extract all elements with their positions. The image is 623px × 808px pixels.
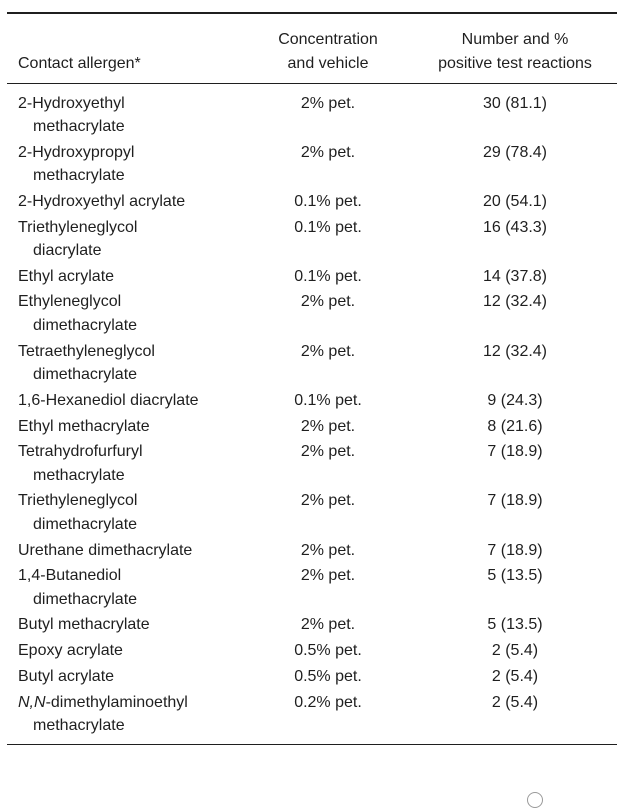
concentration-cell: 2% pet.: [300, 342, 356, 360]
result-cell: 8 (21.6): [487, 417, 543, 435]
table-row: [7, 141, 617, 190]
allergen-name: [7, 613, 243, 637]
table-body: [7, 84, 617, 740]
allergen-name: [7, 340, 243, 387]
corner-circle-mark: [527, 792, 543, 808]
header-number-line1: Number and %: [461, 30, 569, 48]
allergen-name-line1: Butyl methacrylate: [18, 616, 150, 634]
concentration-cell: 0.5% pet.: [294, 667, 362, 685]
table-row: [7, 564, 617, 613]
header-number-line2: positive test reactions: [438, 54, 592, 72]
result-cell: 2 (5.4): [491, 642, 539, 660]
result-cell: 12 (32.4): [482, 293, 548, 311]
table-row: [7, 216, 617, 265]
allergen-name-line1: Urethane dimethacrylate: [18, 541, 193, 559]
result-cell: 30 (81.1): [482, 94, 548, 112]
result-cell: 2 (5.4): [491, 667, 539, 685]
concentration-cell: 2% pet.: [300, 567, 356, 585]
table-row: [7, 190, 617, 216]
table-row: [7, 639, 617, 665]
table-row: [7, 489, 617, 538]
concentration-cell: 2% pet.: [300, 616, 356, 634]
table-row: [7, 340, 617, 389]
table-row: [7, 265, 617, 291]
result-cell: 5 (13.5): [487, 567, 543, 585]
allergen-name: [7, 440, 243, 487]
header-concentration-line1: Concentration: [278, 30, 378, 48]
table-row: [7, 539, 617, 565]
concentration-cell: 2% pet.: [300, 417, 356, 435]
allergen-name-line2: methacrylate: [33, 466, 125, 484]
table-row: [7, 613, 617, 639]
table-row: [7, 415, 617, 441]
result-cell: 20 (54.1): [482, 192, 548, 210]
concentration-cell: 2% pet.: [300, 492, 356, 510]
concentration-cell: 2% pet.: [300, 143, 356, 161]
concentration-cell: 0.1% pet.: [294, 391, 362, 409]
table-row: [7, 440, 617, 489]
allergen-name-line1: Ethyl acrylate: [18, 267, 115, 285]
concentration-cell: 0.1% pet.: [294, 218, 362, 236]
allergen-name-line1: -dimethylaminoethyl: [45, 693, 188, 711]
allergen-name: [7, 691, 243, 738]
allergen-name-line1: 1,6-Hexanediol diacrylate: [18, 391, 199, 409]
table-row: [7, 665, 617, 691]
allergen-name-line2: methacrylate: [33, 717, 125, 734]
result-cell: 2 (5.4): [491, 693, 539, 711]
table-row: [7, 290, 617, 339]
allergen-name-italic-prefix: N,N: [18, 693, 46, 711]
allergen-name: [7, 290, 243, 337]
concentration-cell: 2% pet.: [300, 443, 356, 461]
allergen-name-line1: Triethyleneglycol: [18, 218, 138, 236]
table-row: [7, 389, 617, 415]
allergen-name-line2: dimethacrylate: [33, 366, 138, 384]
allergen-name-line1: 2-Hydroxypropyl: [18, 143, 135, 161]
concentration-cell: 0.1% pet.: [294, 192, 362, 210]
result-cell: 5 (13.5): [487, 616, 543, 634]
concentration-cell: 2% pet.: [300, 293, 356, 311]
allergen-name: [7, 141, 243, 188]
concentration-cell: 2% pet.: [300, 94, 356, 112]
table-bottom-rule: [7, 744, 617, 746]
concentration-cell: 2% pet.: [300, 541, 356, 559]
allergen-name-line1: Tetraethyleneglycol: [18, 342, 155, 360]
allergen-name: [7, 539, 243, 563]
concentration-cell: 0.5% pet.: [294, 642, 362, 660]
allergen-name-line1: Ethyleneglycol: [18, 293, 122, 311]
allergen-name: [7, 216, 243, 263]
result-cell: 12 (32.4): [482, 342, 548, 360]
result-cell: 29 (78.4): [482, 143, 548, 161]
result-cell: 7 (18.9): [487, 541, 543, 559]
allergen-name-line1: 1,4-Butanediol: [18, 567, 122, 585]
allergen-name: [7, 489, 243, 536]
concentration-cell: 0.1% pet.: [294, 267, 362, 285]
allergen-name: [7, 564, 243, 611]
result-cell: 7 (18.9): [487, 443, 543, 461]
allergen-name-line2: methacrylate: [33, 118, 125, 135]
result-cell: 14 (37.8): [482, 267, 548, 285]
allergen-name-line1: 2-Hydroxyethyl acrylate: [18, 192, 186, 210]
allergen-name-line2: diacrylate: [33, 242, 102, 260]
allergen-name: [7, 265, 243, 289]
allergen-name: [7, 665, 243, 689]
allergen-name-line1: Butyl acrylate: [18, 667, 115, 685]
allergen-name-line1: Tetrahydrofurfuryl: [18, 443, 143, 461]
allergen-name-line1: Ethyl methacrylate: [18, 417, 150, 435]
concentration-cell: 0.2% pet.: [294, 693, 362, 711]
allergen-name: [7, 389, 243, 413]
result-cell: 9 (24.3): [487, 391, 543, 409]
header-concentration-line2: and vehicle: [287, 54, 369, 72]
allergen-name-line2: dimethacrylate: [33, 515, 138, 533]
allergen-name-line2: dimethacrylate: [33, 590, 138, 608]
result-cell: 7 (18.9): [487, 492, 543, 510]
table-header-row: [7, 14, 617, 83]
allergen-name-line1: 2-Hydroxyethyl: [18, 94, 125, 112]
header-number-positive: [413, 28, 617, 76]
allergen-name-line1: Triethyleneglycol: [18, 492, 138, 510]
allergen-name: [7, 92, 243, 139]
allergen-table: [7, 12, 617, 745]
allergen-name-line2: dimethacrylate: [33, 316, 138, 334]
allergen-name: [7, 190, 243, 214]
table-row: [7, 92, 617, 141]
allergen-name: [7, 639, 243, 663]
table-row: [7, 691, 617, 740]
allergen-name: [7, 415, 243, 439]
header-contact-allergen: Contact allergen*: [18, 54, 141, 72]
allergen-name-line2: methacrylate: [33, 167, 125, 185]
result-cell: 16 (43.3): [482, 218, 548, 236]
header-concentration: [243, 28, 413, 76]
allergen-name-line1: Epoxy acrylate: [18, 642, 123, 660]
